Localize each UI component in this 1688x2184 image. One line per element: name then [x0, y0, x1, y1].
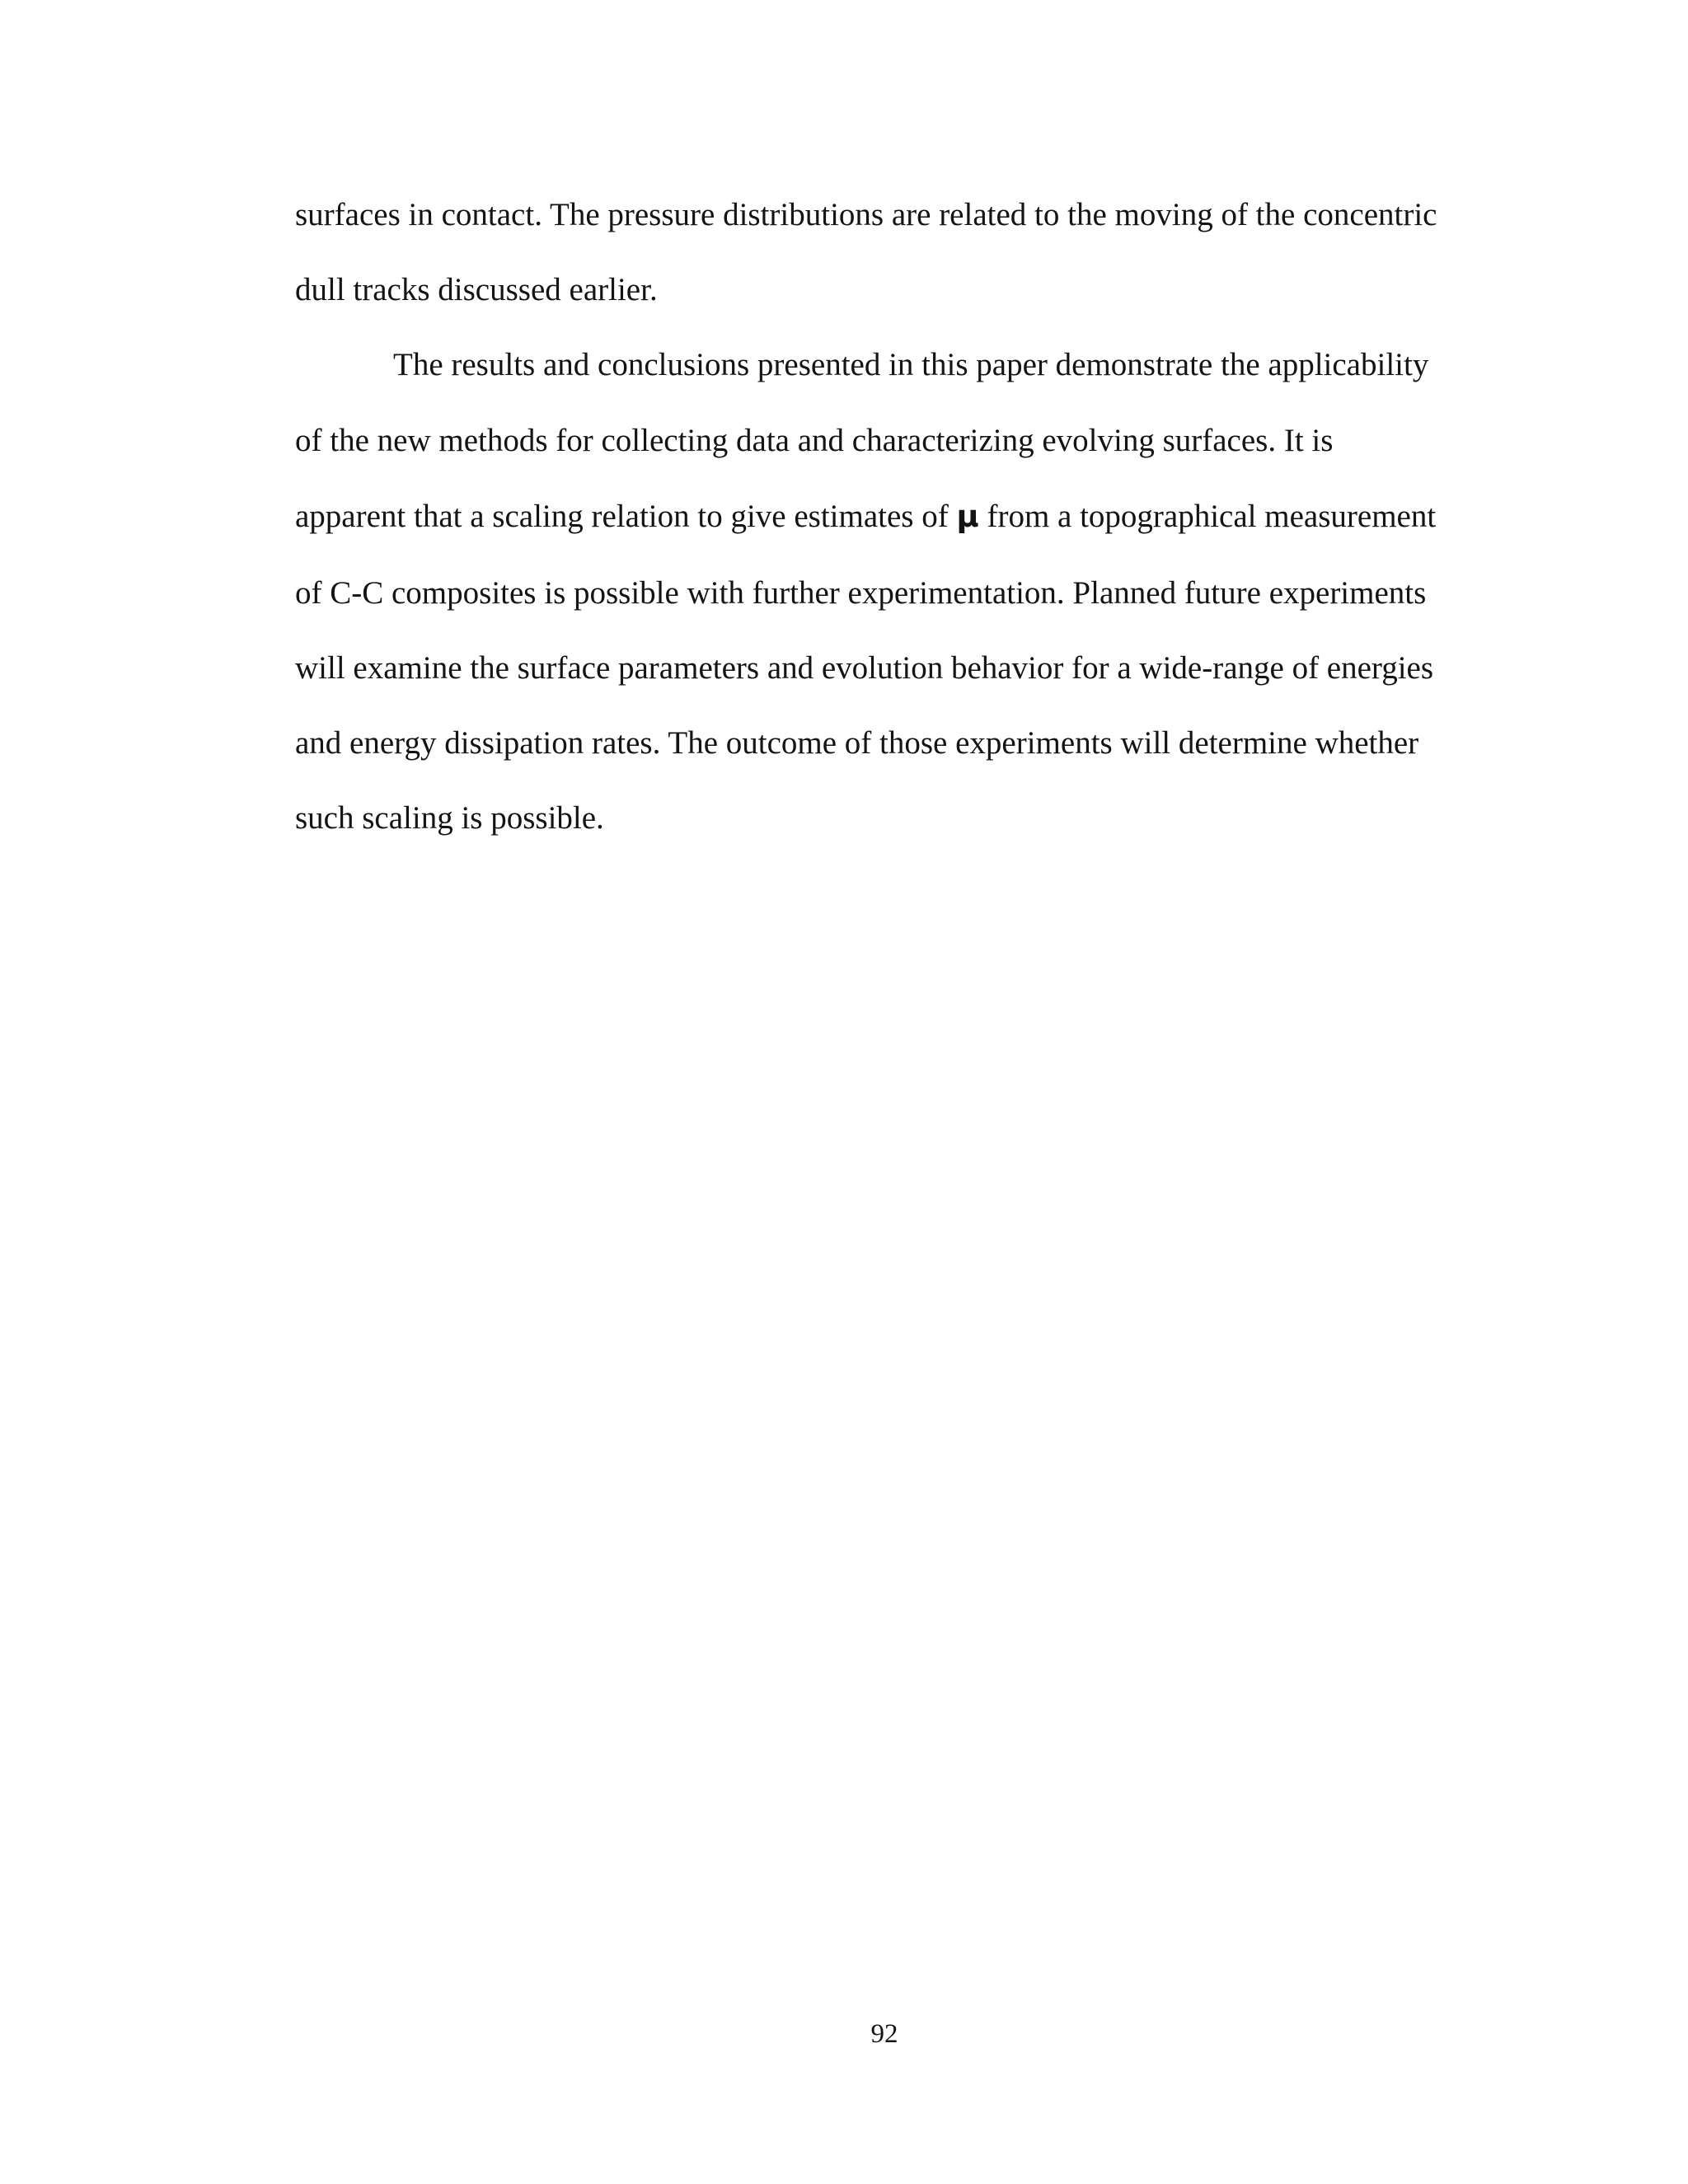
text-line-5 [295, 498, 1436, 536]
text-line-7: will examine the surface parameters and evolution behavior for a wide-range of energies [295, 650, 1434, 686]
text-line-2: dull tracks discussed earlier. [295, 272, 658, 307]
text-line-6: of C-C composites is possible with further experimentation. Planned future experiments [295, 575, 1427, 611]
text-line-9: such scaling is possible. [295, 800, 604, 836]
page-number: 92 [870, 2019, 898, 2049]
mu-symbol: μ [956, 499, 979, 534]
text-line-4: of the new methods for collecting data and characterizing evolving surfaces. It is [295, 423, 1334, 458]
paragraph-first-line: The results and conclusions presented in this paper demonstrate the applicability [393, 347, 1429, 382]
text-line-1: surfaces in contact. The pressure distributions are related to the moving of the concentric [295, 197, 1437, 232]
text-line-5-end: from a topographical measurement [978, 499, 1437, 534]
text-line-8: and energy dissipation rates. The outcome of those experiments will determine whether [295, 725, 1419, 761]
text-line-5-start: apparent that a scaling relation to give estimates of [295, 499, 957, 534]
